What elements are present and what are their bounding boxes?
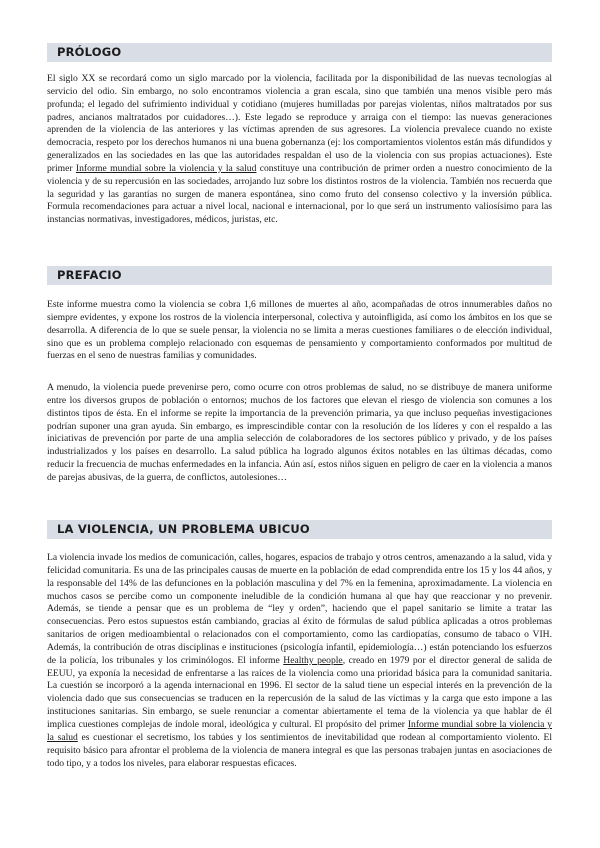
- text-run: es cuestionar el secretismo, los tabúes y los sentimientos de inevitabilidad que rodean al comportamiento violento. El requisito básico para afrontar el problema de la violencia de manera integral es que las personas trabajen juntas en asociaciones de todo tipo, y a todos los niveles, para elaborar respuestas eficaces.: [47, 731, 552, 769]
- text-run: constituye una contribución de primer orden a nuestro conocimiento de la violencia y de su repercusión en las sociedades, arrojando luz sobre los distintos rostros de la violencia. También nos recuerda que la seguridad y las garantías no surgen de manera espontánea, sino como fruto del consenso colectivo y la inversión pública. Formula recomendaciones para actuar a nivel local, nacional e internacional, por lo que será un instrumento valiosísimo para las instancias normativas, investigadores, médicos, juristas, etc.: [47, 162, 552, 226]
- text-run: , creado en 1979 por el director general de salida de EEUU, ya exponía la necesidad de enfrentarse a las raíces de la violencia como una prioridad básica para la comunidad sanitaria. La cuestión se incorporó a la agenda internacional en 1996. El sector de la salud tiene un especial interés en la prevención de la violencia dado que sus consecuencias se traducen en la repercusión de la salud de las víctimas y la carga que esto impone a las instituciones sanitarias. Sin embargo, se suele renunciar a comentar abiertamente el tema de la violencia ya que hablar de él implica cuestiones complejas de índole moral, ideológica y cultural. El propósito del primer: [47, 654, 552, 730]
- link-informe-mundial-2[interactable]: Informe mundial sobre la violencia y la salud: [47, 718, 553, 743]
- link-informe-mundial[interactable]: Informe mundial sobre la violencia y la salud: [75, 162, 257, 174]
- heading-prefacio: PREFACIO: [47, 266, 552, 285]
- heading-prologo: PRÓLOGO: [47, 43, 552, 62]
- text-run: El siglo XX se recordará como un siglo marcado por la violencia, facilitada por la disponibilidad de las nuevas tecnologías al servicio del odio. Sin embargo, no solo encontramos violencia a gran escala, sino que también una menos visible pero más profunda; el legado del sufrimiento individual y cotidiano (mujeres humilladas por parejas violentas, niños maltratados por sus padres, ancianos maltratados por cuidadores…). Este legado se reproduce y arraiga con el tiempo: las nuevas generaciones aprenden de la violencia de las anteriores y las víctimas aprenden de sus agresores. La violencia prevalece cuando no existe democracia, respeto por los derechos humanos ni una buena gobernanza (ej: los comportamientos violentos están más difundidos y generalizados en las sociedades en las que las autoridades respaldan el uso de la violencia con sus propias actuaciones). Este primer: [47, 73, 552, 174]
- paragraph-prefacio-2: A menudo, la violencia puede prevenirse pero, como ocurre con otros problemas de salud, no se distribuye de manera uniforme entre los diversos grupos de población o entornos; muchos de los factores que elevan el riesgo de violencia son comunes a los distintos tipos de ésta. En el informe se repite la importancia de la prevención primaria, ya que incluso pequeñas investigaciones podrían suponer una gran ayuda. Sin embargo, es imprescindible contar con la resolución de los líderes y con el respaldo a las iniciativas de prevención por parte de una amplia selección de colaboradores de los sectores público y privado, y de los países industrializados y los países en desarrollo. La salud pública ha logrado algunos éxitos notables en las últimas décadas, como reducir la frecuencia de muchas enfermedades en la infancia. Aún así, estos niños siguen en peligro de caer en la violencia a manos de parejas abusivas, de la guerra, de conflictos, autolesiones…: [47, 382, 552, 483]
- paragraph-prefacio-1: Este informe muestra como la violencia se cobra 1,6 millones de muertes al año, acompañadas de otros innumerables daños no siempre evidentes, y expone los rostros de la violencia interpersonal, colectiva y autoinfligida, así como los ámbitos en los que se desarrolla. A diferencia de lo que se suele pensar, la violencia no se limita a meras cuestiones familiares o de elección individual, sino que es un problema complejo relacionado con esquemas de pensamiento y comportamiento conformados por multitud de fuerzas en el seno de nuestras familias y comunidades.: [47, 299, 552, 362]
- link-healthy-people[interactable]: Healthy people: [283, 654, 343, 666]
- text-run: La violencia invade los medios de comunicación, calles, hogares, espacios de trabajo y otros centros, amenazando a la salud, vida y felicidad comunitaria. Es una de las principales causas de muerte en la población de edad comprendida entre los 15 y los 44 años, y la responsable del 14% de las defunciones en la población masculina y del 7% en la femenina, aproximadamente. La violencia en muchos casos se percibe como un componente ineludible de la condición humana al que hay que reaccionar y no prevenir. Además, se tiende a pensar que es un problema de “ley y orden”, haciendo que el papel sanitario se limite a tratar las consecuencias. Pero estos supuestos están cambiando, gracias al éxito de fórmulas de salud pública aplicadas a otros problemas sanitarios de origen medioambiental o relacionados con el comportamiento, como las cardiopatías, consumo de tabaco o VIH. Además, la contribución de otras disciplinas e instituciones (psicología infantil, epidemiología…) están potenciando los esfuerzos de la policía, los tribunales y los criminólogos. El informe: [47, 552, 552, 666]
- paragraph-ubicuo-1: [47, 552, 552, 770]
- paragraph-prologo-1: [47, 73, 552, 227]
- heading-ubicuo: LA VIOLENCIA, UN PROBLEMA UBICUO: [47, 520, 552, 539]
